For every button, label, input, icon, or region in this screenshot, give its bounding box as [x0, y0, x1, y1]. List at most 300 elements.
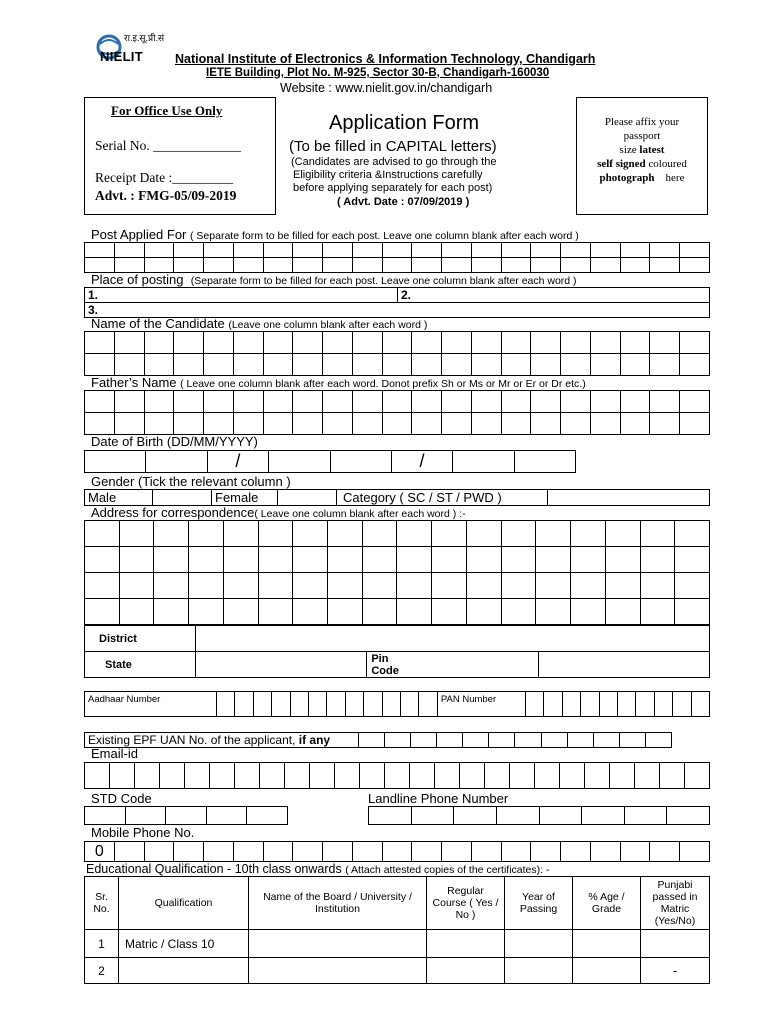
landline-grid[interactable]	[368, 806, 710, 825]
mobile-cell[interactable]	[323, 842, 353, 862]
candidate-name-grid[interactable]	[84, 331, 710, 376]
post-applied-cell[interactable]	[531, 243, 561, 258]
epf-cell[interactable]	[515, 733, 541, 748]
email-cell[interactable]	[285, 763, 310, 789]
address-cell[interactable]	[466, 573, 501, 599]
address-grid[interactable]	[84, 520, 710, 625]
address-cell[interactable]	[293, 573, 328, 599]
father-name-cell[interactable]	[204, 413, 234, 435]
father-name-cell[interactable]	[501, 391, 531, 413]
candidate-name-cell[interactable]	[680, 354, 710, 376]
post-applied-cell[interactable]	[144, 243, 174, 258]
landline-cell[interactable]	[411, 807, 454, 825]
address-cell[interactable]	[154, 521, 189, 547]
post-applied-cell[interactable]	[382, 243, 412, 258]
candidate-name-cell[interactable]	[352, 354, 382, 376]
mobile-cell[interactable]	[590, 842, 620, 862]
post-applied-cell[interactable]	[501, 243, 531, 258]
std-code-cell[interactable]	[125, 807, 166, 825]
address-cell[interactable]	[640, 599, 675, 625]
post-applied-cell[interactable]	[85, 243, 115, 258]
landline-cell[interactable]	[624, 807, 667, 825]
candidate-name-cell[interactable]	[204, 332, 234, 354]
candidate-name-cell[interactable]	[561, 332, 591, 354]
address-cell[interactable]	[397, 573, 432, 599]
candidate-name-cell[interactable]	[144, 354, 174, 376]
email-cell[interactable]	[210, 763, 235, 789]
address-cell[interactable]	[466, 547, 501, 573]
category-checkbox[interactable]	[548, 490, 710, 506]
pan-cell[interactable]	[617, 692, 635, 717]
mobile-cell[interactable]	[501, 842, 531, 862]
candidate-name-cell[interactable]	[144, 332, 174, 354]
address-cell[interactable]	[85, 547, 120, 573]
address-cell[interactable]	[258, 599, 293, 625]
email-cell[interactable]	[485, 763, 510, 789]
address-cell[interactable]	[571, 599, 606, 625]
father-name-cell[interactable]	[620, 413, 650, 435]
address-cell[interactable]	[223, 547, 258, 573]
father-name-cell[interactable]	[680, 391, 710, 413]
aadhaar-cell[interactable]	[364, 692, 382, 717]
address-cell[interactable]	[328, 521, 363, 547]
edu-year[interactable]	[505, 930, 573, 958]
pan-cell[interactable]	[525, 692, 543, 717]
address-cell[interactable]	[85, 573, 120, 599]
dob-grid[interactable]	[84, 450, 576, 473]
father-name-cell[interactable]	[680, 413, 710, 435]
candidate-name-cell[interactable]	[352, 332, 382, 354]
place-posting-grid[interactable]	[84, 287, 710, 318]
address-cell[interactable]	[501, 521, 536, 547]
address-cell[interactable]	[362, 547, 397, 573]
post-applied-cell[interactable]	[561, 243, 591, 258]
candidate-name-cell[interactable]	[531, 354, 561, 376]
mobile-cell[interactable]	[233, 842, 263, 862]
address-cell[interactable]	[397, 521, 432, 547]
address-cell[interactable]	[328, 599, 363, 625]
candidate-name-cell[interactable]	[263, 354, 293, 376]
dob-day-2[interactable]	[146, 451, 207, 473]
pan-cell[interactable]	[673, 692, 691, 717]
epf-cell[interactable]	[593, 733, 619, 748]
candidate-name-cell[interactable]	[382, 354, 412, 376]
address-cell[interactable]	[189, 599, 224, 625]
mobile-cell[interactable]	[263, 842, 293, 862]
post-applied-cell[interactable]	[680, 243, 710, 258]
address-cell[interactable]	[675, 547, 710, 573]
address-cell[interactable]	[223, 573, 258, 599]
address-cell[interactable]	[675, 599, 710, 625]
mobile-cell[interactable]	[293, 842, 323, 862]
candidate-name-cell[interactable]	[174, 354, 204, 376]
edu-punjabi[interactable]	[641, 930, 710, 958]
pan-cell[interactable]	[581, 692, 599, 717]
address-cell[interactable]	[536, 599, 571, 625]
father-name-cell[interactable]	[293, 413, 323, 435]
address-cell[interactable]	[605, 573, 640, 599]
father-name-cell[interactable]	[382, 413, 412, 435]
epf-cell[interactable]	[541, 733, 567, 748]
address-cell[interactable]	[293, 599, 328, 625]
pan-cell[interactable]	[599, 692, 617, 717]
email-grid[interactable]	[84, 762, 710, 789]
father-name-cell[interactable]	[114, 413, 144, 435]
father-name-cell[interactable]	[352, 391, 382, 413]
candidate-name-cell[interactable]	[680, 332, 710, 354]
email-cell[interactable]	[610, 763, 635, 789]
father-name-cell[interactable]	[144, 391, 174, 413]
dob-day-1[interactable]	[85, 451, 146, 473]
post-applied-cell[interactable]	[233, 258, 263, 273]
post-applied-cell[interactable]	[352, 243, 382, 258]
email-cell[interactable]	[510, 763, 535, 789]
father-name-cell[interactable]	[293, 391, 323, 413]
std-code-grid[interactable]	[84, 806, 288, 825]
candidate-name-cell[interactable]	[412, 354, 442, 376]
post-applied-cell[interactable]	[680, 258, 710, 273]
father-name-cell[interactable]	[323, 413, 353, 435]
aadhaar-cell[interactable]	[345, 692, 363, 717]
candidate-name-cell[interactable]	[650, 332, 680, 354]
father-name-cell[interactable]	[412, 413, 442, 435]
mobile-cell[interactable]	[204, 842, 234, 862]
edu-age[interactable]	[573, 958, 641, 984]
dob-month-2[interactable]	[330, 451, 391, 473]
address-cell[interactable]	[640, 547, 675, 573]
aadhaar-cell[interactable]	[235, 692, 253, 717]
father-name-cell[interactable]	[144, 413, 174, 435]
address-cell[interactable]	[466, 599, 501, 625]
father-name-cell[interactable]	[412, 391, 442, 413]
candidate-name-cell[interactable]	[412, 332, 442, 354]
candidate-name-cell[interactable]	[471, 332, 501, 354]
pan-cell[interactable]	[654, 692, 672, 717]
aadhaar-cell[interactable]	[401, 692, 419, 717]
gender-female-checkbox[interactable]	[278, 490, 337, 506]
mobile-cell[interactable]	[114, 842, 144, 862]
father-name-cell[interactable]	[501, 413, 531, 435]
email-cell[interactable]	[310, 763, 335, 789]
address-cell[interactable]	[501, 599, 536, 625]
post-applied-cell[interactable]	[442, 258, 472, 273]
email-cell[interactable]	[685, 763, 710, 789]
email-cell[interactable]	[160, 763, 185, 789]
candidate-name-cell[interactable]	[590, 354, 620, 376]
candidate-name-cell[interactable]	[442, 354, 472, 376]
mobile-cell[interactable]	[174, 842, 204, 862]
address-cell[interactable]	[675, 521, 710, 547]
address-cell[interactable]	[397, 599, 432, 625]
father-name-cell[interactable]	[85, 413, 115, 435]
post-applied-cell[interactable]	[650, 258, 680, 273]
address-cell[interactable]	[154, 573, 189, 599]
candidate-name-cell[interactable]	[323, 354, 353, 376]
father-name-cell[interactable]	[561, 391, 591, 413]
father-name-cell[interactable]	[561, 413, 591, 435]
email-cell[interactable]	[110, 763, 135, 789]
father-name-cell[interactable]	[204, 391, 234, 413]
gender-grid[interactable]	[84, 489, 710, 506]
candidate-name-cell[interactable]	[561, 354, 591, 376]
landline-cell[interactable]	[539, 807, 582, 825]
address-cell[interactable]	[536, 573, 571, 599]
epf-cell[interactable]	[619, 733, 645, 748]
father-name-cell[interactable]	[442, 413, 472, 435]
mobile-cell[interactable]	[471, 842, 501, 862]
address-cell[interactable]	[605, 547, 640, 573]
post-applied-cell[interactable]	[412, 258, 442, 273]
father-name-cell[interactable]	[471, 391, 501, 413]
epf-cell[interactable]	[567, 733, 593, 748]
email-cell[interactable]	[535, 763, 560, 789]
email-cell[interactable]	[260, 763, 285, 789]
address-cell[interactable]	[189, 521, 224, 547]
epf-grid[interactable]	[84, 732, 672, 748]
mobile-cell[interactable]	[680, 842, 710, 862]
post-applied-cell[interactable]	[531, 258, 561, 273]
post-applied-cell[interactable]	[620, 258, 650, 273]
std-code-cell[interactable]	[206, 807, 247, 825]
pin-code-field[interactable]	[538, 652, 709, 678]
candidate-name-cell[interactable]	[382, 332, 412, 354]
epf-cell[interactable]	[411, 733, 437, 748]
candidate-name-cell[interactable]	[471, 354, 501, 376]
candidate-name-cell[interactable]	[114, 332, 144, 354]
address-cell[interactable]	[571, 521, 606, 547]
candidate-name-cell[interactable]	[293, 354, 323, 376]
email-cell[interactable]	[660, 763, 685, 789]
address-cell[interactable]	[640, 521, 675, 547]
address-cell[interactable]	[189, 547, 224, 573]
address-cell[interactable]	[223, 521, 258, 547]
father-name-grid[interactable]	[84, 390, 710, 435]
candidate-name-cell[interactable]	[620, 354, 650, 376]
candidate-name-cell[interactable]	[590, 332, 620, 354]
address-cell[interactable]	[675, 573, 710, 599]
mobile-cell[interactable]	[442, 842, 472, 862]
post-applied-cell[interactable]	[263, 243, 293, 258]
candidate-name-cell[interactable]	[293, 332, 323, 354]
candidate-name-cell[interactable]	[531, 332, 561, 354]
father-name-cell[interactable]	[114, 391, 144, 413]
candidate-name-cell[interactable]	[442, 332, 472, 354]
address-cell[interactable]	[501, 547, 536, 573]
address-cell[interactable]	[466, 521, 501, 547]
aadhaar-cell[interactable]	[290, 692, 308, 717]
landline-cell[interactable]	[496, 807, 539, 825]
address-cell[interactable]	[432, 599, 467, 625]
edu-year[interactable]	[505, 958, 573, 984]
post-applied-cell[interactable]	[442, 243, 472, 258]
std-code-cell[interactable]	[247, 807, 288, 825]
post-applied-cell[interactable]	[501, 258, 531, 273]
post-applied-cell[interactable]	[293, 258, 323, 273]
post-applied-cell[interactable]	[204, 243, 234, 258]
address-cell[interactable]	[119, 547, 154, 573]
pan-cell[interactable]	[544, 692, 562, 717]
landline-cell[interactable]	[369, 807, 412, 825]
post-applied-cell[interactable]	[293, 243, 323, 258]
address-cell[interactable]	[85, 521, 120, 547]
mobile-cell[interactable]: 0	[85, 842, 115, 862]
address-cell[interactable]	[640, 573, 675, 599]
address-cell[interactable]	[258, 521, 293, 547]
candidate-name-cell[interactable]	[501, 332, 531, 354]
aadhaar-cell[interactable]	[253, 692, 271, 717]
address-cell[interactable]	[501, 573, 536, 599]
edu-qualification[interactable]: Matric / Class 10	[119, 930, 249, 958]
candidate-name-cell[interactable]	[263, 332, 293, 354]
place-option-2[interactable]: 2.	[398, 288, 710, 303]
address-cell[interactable]	[362, 521, 397, 547]
address-cell[interactable]	[328, 547, 363, 573]
candidate-name-cell[interactable]	[233, 354, 263, 376]
aadhaar-cell[interactable]	[327, 692, 345, 717]
father-name-cell[interactable]	[85, 391, 115, 413]
aadhaar-cell[interactable]	[217, 692, 235, 717]
address-cell[interactable]	[536, 521, 571, 547]
address-cell[interactable]	[432, 521, 467, 547]
epf-cell[interactable]	[645, 733, 671, 748]
post-applied-cell[interactable]	[561, 258, 591, 273]
aadhaar-cell[interactable]	[419, 692, 437, 717]
father-name-cell[interactable]	[650, 413, 680, 435]
edu-punjabi[interactable]: -	[641, 958, 710, 984]
address-cell[interactable]	[362, 573, 397, 599]
father-name-cell[interactable]	[471, 413, 501, 435]
post-applied-cell[interactable]	[352, 258, 382, 273]
aadhaar-pan-grid[interactable]	[84, 691, 710, 717]
candidate-name-cell[interactable]	[114, 354, 144, 376]
address-cell[interactable]	[605, 599, 640, 625]
dob-year-2[interactable]	[514, 451, 575, 473]
candidate-name-cell[interactable]	[85, 332, 115, 354]
address-cell[interactable]	[432, 573, 467, 599]
email-cell[interactable]	[385, 763, 410, 789]
gender-male-checkbox[interactable]	[153, 490, 212, 506]
address-cell[interactable]	[119, 573, 154, 599]
edu-qualification[interactable]	[119, 958, 249, 984]
pan-cell[interactable]	[691, 692, 709, 717]
candidate-name-cell[interactable]	[620, 332, 650, 354]
edu-regular[interactable]	[427, 958, 505, 984]
post-applied-cell[interactable]	[323, 243, 353, 258]
father-name-cell[interactable]	[323, 391, 353, 413]
email-cell[interactable]	[85, 763, 110, 789]
father-name-cell[interactable]	[650, 391, 680, 413]
edu-age[interactable]	[573, 930, 641, 958]
district-state-grid[interactable]	[84, 625, 710, 678]
father-name-cell[interactable]	[233, 391, 263, 413]
state-field[interactable]	[196, 652, 367, 678]
mobile-cell[interactable]	[561, 842, 591, 862]
mobile-cell[interactable]	[144, 842, 174, 862]
education-table[interactable]	[84, 876, 710, 984]
email-cell[interactable]	[235, 763, 260, 789]
place-option-3[interactable]: 3.	[85, 303, 710, 318]
aadhaar-cell[interactable]	[309, 692, 327, 717]
epf-cell[interactable]	[463, 733, 489, 748]
edu-regular[interactable]	[427, 930, 505, 958]
father-name-cell[interactable]	[531, 413, 561, 435]
father-name-cell[interactable]	[620, 391, 650, 413]
aadhaar-cell[interactable]	[382, 692, 400, 717]
father-name-cell[interactable]	[590, 413, 620, 435]
post-applied-cell[interactable]	[620, 243, 650, 258]
email-cell[interactable]	[585, 763, 610, 789]
email-cell[interactable]	[435, 763, 460, 789]
candidate-name-cell[interactable]	[650, 354, 680, 376]
post-applied-cell[interactable]	[114, 258, 144, 273]
email-cell[interactable]	[185, 763, 210, 789]
dob-year-1[interactable]	[453, 451, 514, 473]
address-cell[interactable]	[258, 573, 293, 599]
post-applied-cell[interactable]	[382, 258, 412, 273]
email-cell[interactable]	[360, 763, 385, 789]
father-name-cell[interactable]	[263, 391, 293, 413]
father-name-cell[interactable]	[382, 391, 412, 413]
post-applied-cell[interactable]	[590, 258, 620, 273]
father-name-cell[interactable]	[531, 391, 561, 413]
email-cell[interactable]	[635, 763, 660, 789]
address-cell[interactable]	[119, 599, 154, 625]
std-code-cell[interactable]	[166, 807, 207, 825]
post-applied-cell[interactable]	[650, 243, 680, 258]
landline-cell[interactable]	[582, 807, 625, 825]
post-applied-cell[interactable]	[174, 243, 204, 258]
candidate-name-cell[interactable]	[233, 332, 263, 354]
address-cell[interactable]	[258, 547, 293, 573]
mobile-cell[interactable]	[620, 842, 650, 862]
post-applied-cell[interactable]	[144, 258, 174, 273]
address-cell[interactable]	[571, 573, 606, 599]
address-cell[interactable]	[397, 547, 432, 573]
epf-cell[interactable]	[489, 733, 515, 748]
mobile-cell[interactable]	[382, 842, 412, 862]
post-applied-cell[interactable]	[471, 258, 501, 273]
address-cell[interactable]	[85, 599, 120, 625]
address-cell[interactable]	[119, 521, 154, 547]
mobile-cell[interactable]	[650, 842, 680, 862]
epf-cell[interactable]	[437, 733, 463, 748]
post-applied-grid[interactable]	[84, 242, 710, 273]
email-cell[interactable]	[410, 763, 435, 789]
father-name-cell[interactable]	[174, 391, 204, 413]
dob-month-1[interactable]	[269, 451, 330, 473]
father-name-cell[interactable]	[263, 413, 293, 435]
landline-cell[interactable]	[454, 807, 497, 825]
address-cell[interactable]	[154, 599, 189, 625]
landline-cell[interactable]	[667, 807, 710, 825]
email-cell[interactable]	[560, 763, 585, 789]
edu-board[interactable]	[249, 930, 427, 958]
address-cell[interactable]	[432, 547, 467, 573]
district-field[interactable]	[196, 626, 710, 652]
post-applied-cell[interactable]	[263, 258, 293, 273]
father-name-cell[interactable]	[352, 413, 382, 435]
address-cell[interactable]	[536, 547, 571, 573]
email-cell[interactable]	[335, 763, 360, 789]
std-code-cell[interactable]	[85, 807, 126, 825]
address-cell[interactable]	[154, 547, 189, 573]
address-cell[interactable]	[223, 599, 258, 625]
epf-cell[interactable]	[385, 733, 411, 748]
candidate-name-cell[interactable]	[323, 332, 353, 354]
email-cell[interactable]	[460, 763, 485, 789]
post-applied-cell[interactable]	[114, 243, 144, 258]
place-option-1[interactable]: 1.	[85, 288, 398, 303]
